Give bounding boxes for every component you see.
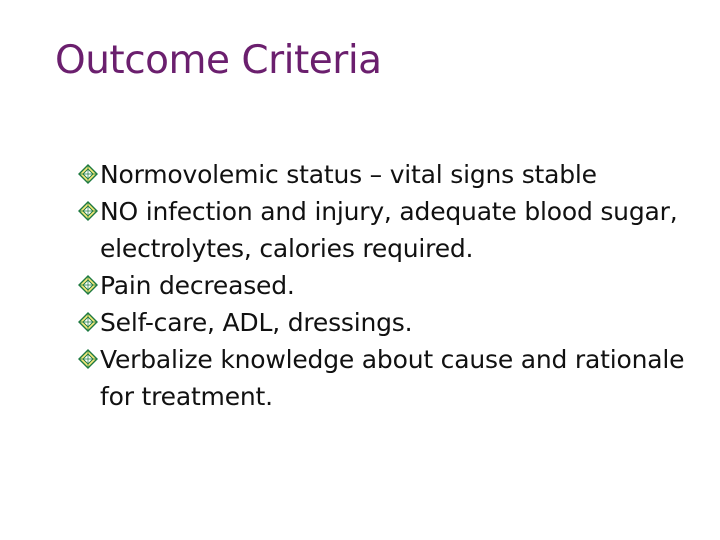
bullet-item [78, 156, 698, 193]
bullet-text: Pain decreased. [100, 271, 295, 300]
bullet-item [78, 267, 698, 304]
diamond-bullet-icon [78, 164, 98, 184]
diamond-bullet-icon [78, 312, 98, 332]
slide-title: Outcome Criteria [55, 38, 382, 83]
bullet-list [78, 156, 698, 415]
bullet-text: Self-care, ADL, dressings. [100, 308, 413, 337]
diamond-bullet-icon [78, 275, 98, 295]
bullet-text: NO infection and injury, adequate blood sugar, electrolytes, calories required. [100, 197, 678, 263]
bullet-item [78, 193, 698, 267]
bullet-text: Normovolemic status – vital signs stable [100, 160, 597, 189]
diamond-bullet-icon [78, 201, 98, 221]
bullet-item [78, 304, 698, 341]
diamond-bullet-icon [78, 349, 98, 369]
bullet-item [78, 341, 698, 415]
bullet-text: Verbalize knowledge about cause and rationale for treatment. [100, 345, 685, 411]
